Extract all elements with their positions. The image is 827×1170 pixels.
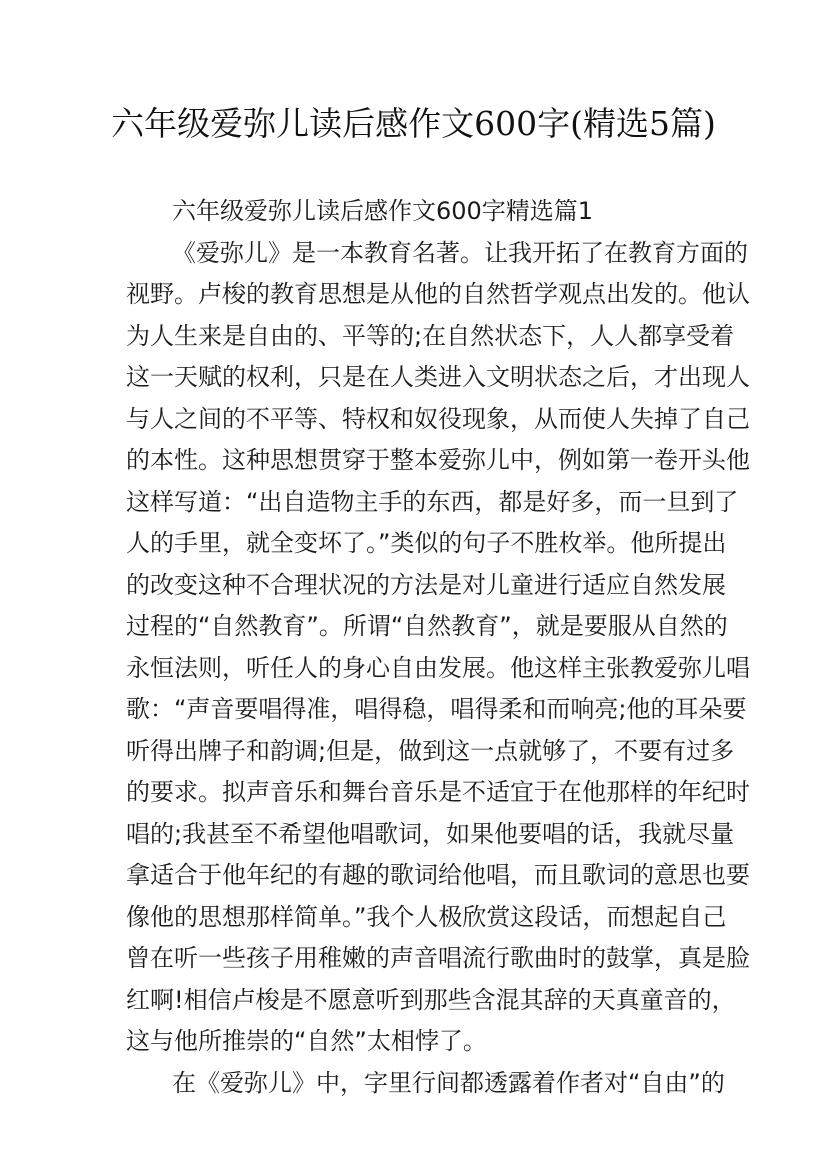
paragraph-line: 与人之间的不平等、特权和奴役现象，从而使人失掉了自己 (126, 404, 750, 433)
paragraph-line: 《爱弥儿》是一本教育名著。让我开拓了在教育方面的 (172, 238, 748, 267)
paragraph-line: 这一天赋的权利，只是在人类进入文明状态之后，才出现人 (126, 363, 750, 391)
paragraph-line: 拿适合于他年纪的有趣的歌词给他唱，而且歌词的意思也要 (126, 861, 750, 889)
paragraph-line: 这样写道：“出自造物主手的东西，都是好多，而一旦到了 (126, 487, 739, 516)
paragraph-line: 的本性。这种思想贯穿于整本爱弥儿中，例如第一卷开头他 (126, 446, 750, 474)
paragraph-2 (126, 1063, 725, 1105)
document-body (126, 191, 750, 1104)
section-heading: 六年级爱弥儿读后感作文600字精选篇1 (172, 197, 594, 225)
paragraph-line: 人的手里，就全变坏了。”类似的句子不胜枚举。他所提出 (126, 529, 727, 557)
paragraph-line: 唱的;我甚至不希望他唱歌词，如果他要唱的话，我就尽量 (126, 819, 735, 848)
paragraph-line: 红啊!相信卢梭是不愿意听到那些含混其辞的天真童音的， (126, 985, 736, 1014)
paragraph-line: 歌：“声音要唱得准，唱得稳，唱得柔和而响亮;他的耳朵要 (126, 695, 747, 723)
paragraph-line: 永恒法则，听任人的身心自由发展。他这样主张教爱弥儿唱 (126, 653, 750, 682)
paragraph-line: 像他的思想那样简单。”我个人极欣赏这段话，而想起自己 (126, 902, 727, 931)
paragraph-1 (126, 233, 750, 1063)
paragraph-line: 听得出牌子和韵调;但是，做到这一点就够了，不要有过多 (126, 736, 735, 765)
paragraph-line: 为人生来是自由的、平等的;在自然状态下，人人都享受着 (126, 321, 735, 350)
paragraph-line: 视野。卢梭的教育思想是从他的自然哲学观点出发的。他认 (126, 280, 750, 308)
paragraph-line: 的改变这种不合理状况的方法是对儿童进行适应自然发展 (126, 570, 726, 599)
paragraph-line: 在《爱弥儿》中，字里行间都透露着作者对“自由”的 (172, 1068, 725, 1097)
paragraph-line: 过程的“自然教育”。所谓“自然教育”，就是要服从自然的 (126, 612, 728, 640)
paragraph-line: 这与他所推崇的“自然”太相悖了。 (126, 1027, 487, 1055)
paragraph-line: 曾在听一些孩子用稚嫩的声音唱流行歌曲时的鼓掌，真是脸 (126, 944, 750, 972)
paragraph-line: 的要求。拟声音乐和舞台音乐是不适宜于在他那样的年纪时 (126, 778, 750, 806)
document-title: 六年级爱弥儿读后感作文600字(精选5篇) (111, 104, 716, 143)
